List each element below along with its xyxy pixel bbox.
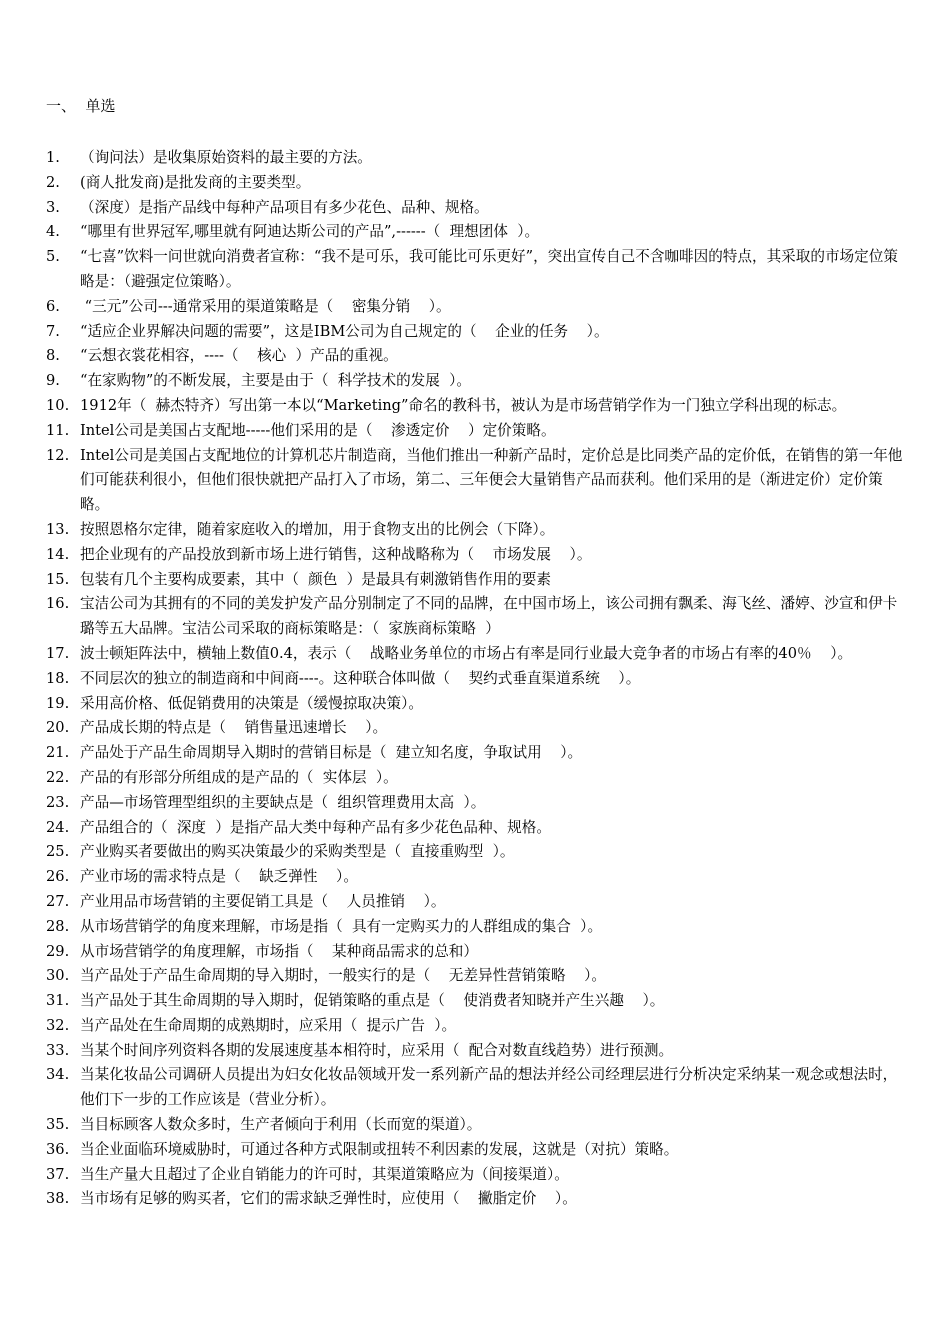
question-item — [0, 394, 950, 419]
question-number: 36. — [46, 1140, 70, 1158]
question-item — [0, 791, 950, 816]
question-number: 7. — [46, 322, 60, 340]
question-item — [0, 1163, 950, 1188]
question-number: 1. — [46, 149, 60, 166]
question-number: 16. — [46, 595, 70, 613]
question-text: 包装有几个主要构成要素，其中（ 颜色 ）是最具有刺激销售作用的要素 — [80, 570, 551, 588]
question-text: 从市场营销学的角度理解，市场指（ 某种商品需求的总和） — [80, 942, 478, 960]
question-text: 1912年（ 赫杰特齐）写出第一本以“Marketing”命名的教科书，被认为是市场营销学作为一门独立学科出现的标志。 — [80, 396, 847, 414]
question-text: “云想衣裳花相容，----（ 核心 ）产品的重视。 — [80, 347, 398, 365]
question-number: 18. — [46, 669, 70, 687]
section-heading: 一、 单选 — [46, 97, 116, 115]
question-item — [0, 741, 950, 766]
question-number: 14. — [46, 545, 70, 563]
question-item — [0, 865, 950, 890]
question-item — [0, 964, 950, 989]
question-text: 产品成长期的特点是（ 销售量迅速增长 ）。 — [80, 719, 388, 737]
question-number: 26. — [46, 868, 70, 886]
question-text: （询问法）是收集原始资料的最主要的方法。 — [80, 149, 372, 166]
question-item — [0, 220, 950, 245]
question-text: 把企业现有的产品投放到新市场上进行销售，这种战略称为（ 市场发展 ）。 — [80, 545, 592, 563]
question-number: 12. — [46, 446, 70, 464]
question-item — [0, 543, 950, 568]
question-item — [0, 295, 950, 320]
question-number: 27. — [46, 892, 70, 910]
question-text: Intel公司是美国占支配地位的计算机芯片制造商，当他们推出一种新产品时，定价总是比同类产品的定价低，在销售的第一年他们可能获利很小，但他们很快就把产品打入了市场，第二、三年便会大量销售产品而获利。他们采用的是（渐进定价）定价策略。 — [80, 446, 903, 514]
question-item — [0, 196, 950, 221]
question-item — [0, 1187, 950, 1212]
question-item — [0, 915, 950, 940]
question-number: 23. — [46, 793, 70, 811]
question-number: 11. — [46, 421, 70, 439]
question-text: 产品—市场管理型组织的主要缺点是（ 组织管理费用太高 ）。 — [80, 793, 486, 811]
question-item — [0, 171, 950, 196]
question-number: 28. — [46, 917, 70, 935]
question-item — [0, 989, 950, 1014]
question-number: 4. — [46, 223, 60, 241]
question-text: 产业用品市场营销的主要促销工具是（ 人员推销 ）。 — [80, 892, 446, 910]
question-text: 波士顿矩阵法中，横轴上数值0.4，表示（ 战略业务单位的市场占有率是同行业最大竞争者的市场占有率的40％ ）。 — [80, 644, 853, 662]
question-number: 37. — [46, 1165, 70, 1183]
question-text: 产业市场的需求特点是（ 缺乏弹性 ）。 — [80, 868, 358, 886]
question-number: 24. — [46, 818, 70, 836]
question-item — [0, 642, 950, 667]
question-item — [0, 890, 950, 915]
question-text: 产业购买者要做出的购买决策最少的采购类型是（ 直接重购型 ）。 — [80, 843, 515, 861]
question-item — [0, 369, 950, 394]
question-item — [0, 1138, 950, 1163]
question-item — [0, 1113, 950, 1138]
question-number: 15. — [46, 570, 70, 588]
question-text: “适应企业界解决问题的需要”，这是IBM公司为自己规定的（ 企业的任务 ）。 — [80, 322, 609, 340]
question-number: 38. — [46, 1190, 70, 1208]
question-number: 2. — [46, 173, 60, 191]
question-item — [0, 146, 950, 171]
question-item — [0, 1063, 950, 1113]
question-item — [0, 692, 950, 717]
question-item — [0, 320, 950, 345]
question-number: 31. — [46, 992, 70, 1010]
question-item — [0, 592, 950, 642]
question-item — [0, 840, 950, 865]
question-number: 9. — [46, 372, 60, 390]
question-text: 当企业面临环境威胁时，可通过各种方式限制或扭转不利因素的发展，这就是（对抗）策略。 — [80, 1140, 679, 1158]
question-text: 当市场有足够的购买者，它们的需求缺乏弹性时，应使用（ 撇脂定价 ）。 — [80, 1190, 577, 1208]
question-number: 8. — [46, 347, 60, 365]
question-text: Intel公司是美国占支配地-----他们采用的是（ 渗透定价 ）定价策略。 — [80, 421, 556, 439]
question-number: 3. — [46, 198, 60, 216]
question-number: 6. — [46, 297, 60, 315]
question-text: 产品处于产品生命周期导入期时的营销目标是（ 建立知名度，争取试用 ）。 — [80, 744, 583, 762]
question-number: 22. — [46, 768, 70, 786]
question-text: 宝洁公司为其拥有的不同的美发护发产品分别制定了不同的品牌，在中国市场上，该公司拥有飘柔、海飞丝、潘婷、沙宣和伊卡璐等五大品牌。宝洁公司采取的商标策略是：（ 家族商标策略 ） — [80, 595, 898, 638]
question-item — [0, 444, 950, 518]
question-number: 17. — [46, 644, 70, 662]
question-text: “七喜”饮料一问世就向消费者宣称：“我不是可乐，我可能比可乐更好”，突出宣传自己不含咖啡因的特点，其采取的市场定位策略是：（避强定位策略）。 — [80, 248, 898, 290]
question-item — [0, 245, 950, 295]
question-number: 34. — [46, 1066, 70, 1084]
question-item — [0, 716, 950, 741]
question-item — [0, 667, 950, 692]
question-item — [0, 344, 950, 369]
question-item — [0, 568, 950, 593]
question-text: “哪里有世界冠军,哪里就有阿迪达斯公司的产品”,------（ 理想团体 ）。 — [80, 223, 540, 241]
question-number: 30. — [46, 967, 70, 985]
question-number: 35. — [46, 1116, 70, 1134]
question-item — [0, 1039, 950, 1064]
question-item — [0, 1014, 950, 1039]
question-item — [0, 419, 950, 444]
question-number: 13. — [46, 520, 70, 538]
question-number: 33. — [46, 1041, 70, 1059]
question-number: 20. — [46, 719, 70, 737]
question-list — [0, 146, 950, 1212]
question-number: 21. — [46, 744, 70, 762]
question-item — [0, 816, 950, 841]
question-item — [0, 518, 950, 543]
question-text: 当生产量大且超过了企业自销能力的许可时，其渠道策略应为（间接渠道）。 — [80, 1165, 569, 1183]
question-number: 5. — [46, 248, 60, 266]
question-text: 产品组合的（ 深度 ）是指产品大类中每种产品有多少花色品种、规格。 — [80, 818, 551, 836]
question-number: 32. — [46, 1016, 70, 1034]
question-number: 10. — [46, 396, 70, 414]
question-text: （深度）是指产品线中每种产品项目有多少花色、品种、规格。 — [80, 198, 489, 216]
question-text: 当某个时间序列资料各期的发展速度基本相符时，应采用（ 配合对数直线趋势）进行预测。 — [80, 1041, 674, 1059]
question-text: 当产品处于产品生命周期的导入期时，一般实行的是（ 无差异性营销策略 ）。 — [80, 967, 607, 985]
question-number: 25. — [46, 843, 70, 861]
question-text: 当产品处在生命周期的成熟期时，应采用（ 提示广告 ）。 — [80, 1016, 457, 1034]
question-text: 不同层次的独立的制造商和中间商----。这种联合体叫做（ 契约式垂直渠道系统 ）。 — [80, 669, 641, 687]
question-number: 29. — [46, 942, 70, 960]
question-text: “在家购物”的不断发展，主要是由于（ 科学技术的发展 ）。 — [80, 372, 472, 390]
question-text: 按照恩格尔定律，随着家庭收入的增加，用于食物支出的比例会（下降）。 — [80, 520, 555, 538]
question-text: 产品的有形部分所组成的是产品的（ 实体层 ）。 — [80, 768, 398, 786]
question-number: 19. — [46, 694, 70, 712]
question-text: 当某化妆品公司调研人员提出为妇女化妆品领域开发一系列新产品的想法并经公司经理层进行分析决定采纳某一观念或想法时，他们下一步的工作应该是（营业分析）。 — [80, 1066, 898, 1109]
question-text: 从市场营销学的角度来理解，市场是指（ 具有一定购买力的人群组成的集合 ）。 — [80, 917, 603, 935]
question-text: (商人批发商)是批发商的主要类型。 — [80, 173, 311, 191]
question-text: 当产品处于其生命周期的导入期时，促销策略的重点是（ 使消费者知晓并产生兴趣 ）。 — [80, 992, 665, 1010]
question-text: 当目标顾客人数众多时，生产者倾向于利用（长而宽的渠道）。 — [80, 1116, 482, 1134]
question-text: 采用高价格、低促销费用的决策是（缓慢掠取决策）。 — [80, 694, 423, 712]
question-item — [0, 940, 950, 965]
question-text: “三元”公司---通常采用的渠道策略是（ 密集分销 ）。 — [80, 297, 451, 315]
question-item — [0, 766, 950, 791]
